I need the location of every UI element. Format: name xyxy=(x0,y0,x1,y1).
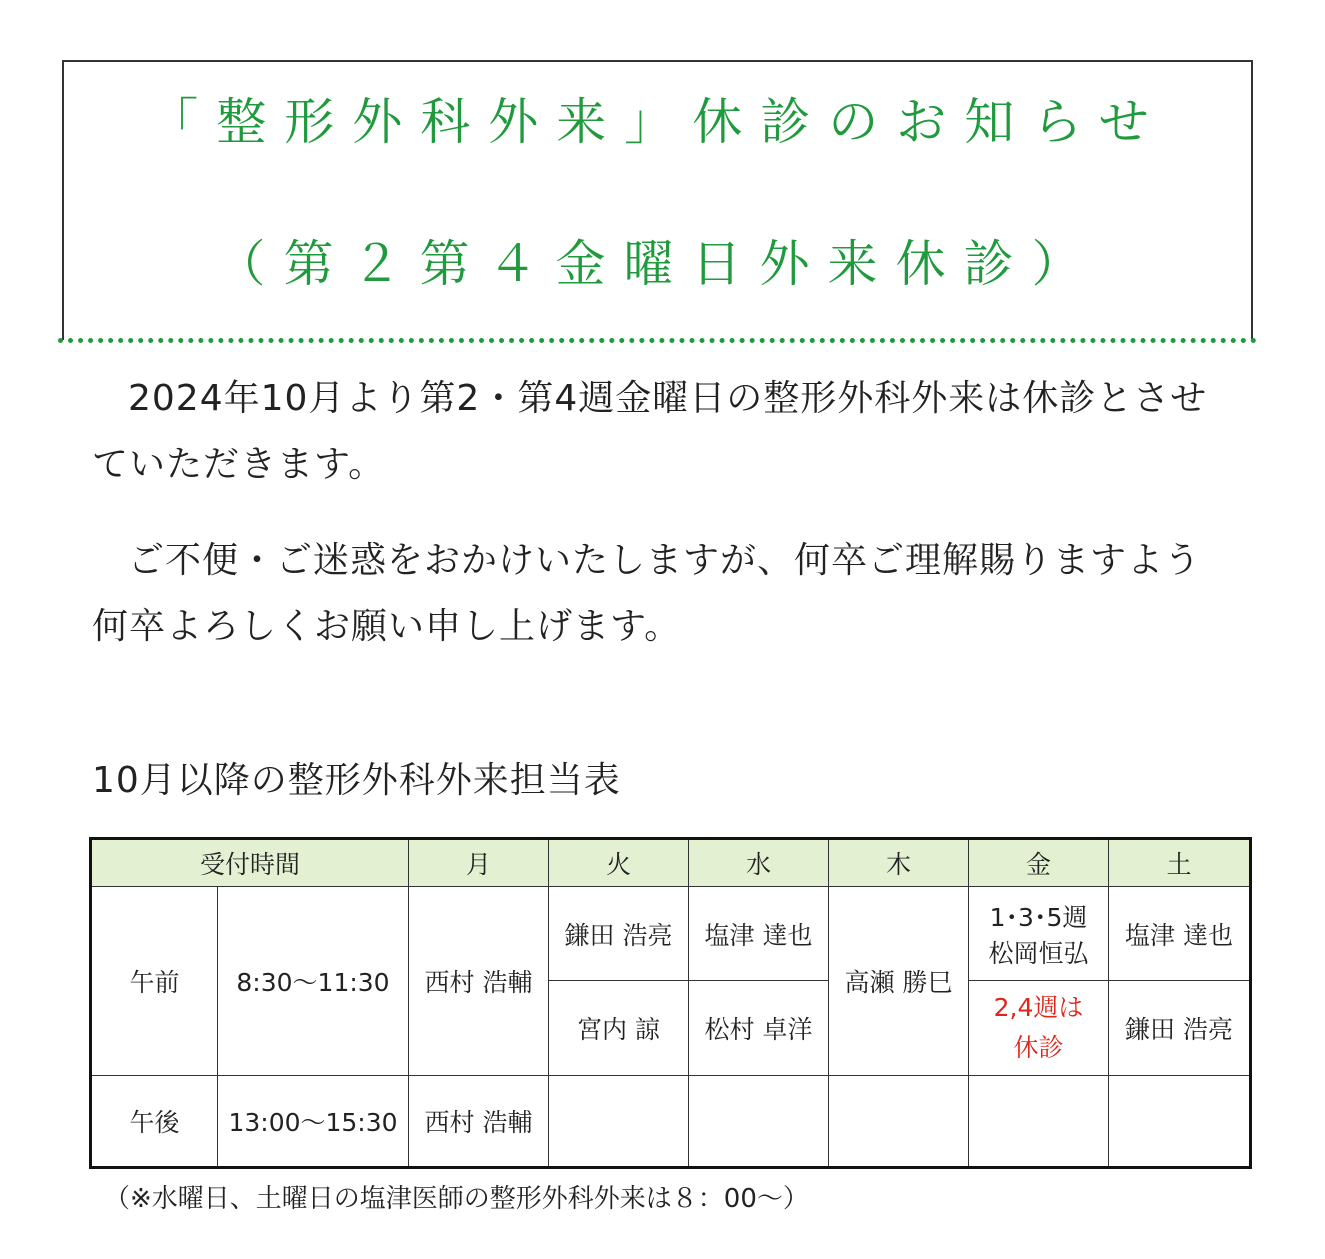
table-row xyxy=(91,887,1251,981)
morning-mon: 西村 浩輔 xyxy=(409,887,549,1076)
header-fri: 金 xyxy=(969,839,1109,887)
header-tue: 火 xyxy=(549,839,689,887)
afternoon-wed xyxy=(689,1075,829,1167)
announcement-paragraph: 2024年10月より第2・第4週金曜日の整形外科外来は休診とさせていただきます。 xyxy=(92,378,1208,485)
morning-sat-1: 塩津 達也 xyxy=(1109,887,1251,981)
header-wed: 水 xyxy=(689,839,829,887)
morning-tue-2: 宮内 諒 xyxy=(549,981,689,1075)
afternoon-sat xyxy=(1109,1075,1251,1167)
schedule-note: （※水曜日、土曜日の塩津医師の整形外科外来は８：00～） xyxy=(104,1184,809,1214)
afternoon-fri xyxy=(969,1075,1109,1167)
schedule-title: 10月以降の整形外科外来担当表 xyxy=(92,760,621,801)
fri-doctor: 松岡恒弘 xyxy=(988,938,1089,968)
morning-thu: 高瀬 勝巳 xyxy=(829,887,969,1076)
afternoon-tue xyxy=(549,1075,689,1167)
fri-weeks: 1･3･5週 xyxy=(989,902,1088,932)
morning-label: 午前 xyxy=(91,887,218,1076)
morning-fri-top xyxy=(969,887,1109,981)
apology-paragraph: ご不便・ご迷惑をおかけいたしますが、何卒ご理解賜りますよう何卒よろしくお願い申し上げます。 xyxy=(92,540,1202,647)
notice-subtitle: （第２第４金曜日外来休診） xyxy=(215,235,1100,293)
morning-tue-1: 鎌田 浩亮 xyxy=(549,887,689,981)
afternoon-mon: 西村 浩輔 xyxy=(409,1075,549,1167)
table-row xyxy=(91,1075,1251,1167)
header-row xyxy=(91,839,1251,887)
header-reception: 受付時間 xyxy=(91,839,409,887)
morning-wed-2: 松村 卓洋 xyxy=(689,981,829,1075)
title-box xyxy=(62,60,1253,340)
morning-fri-closed xyxy=(969,981,1109,1075)
afternoon-label: 午後 xyxy=(91,1075,218,1167)
morning-wed-1: 塩津 達也 xyxy=(689,887,829,981)
header-sat: 土 xyxy=(1109,839,1251,887)
header-mon: 月 xyxy=(409,839,549,887)
fri-closed-line2: 休診 xyxy=(1013,1032,1064,1062)
fri-closed-line1: 2,4週は xyxy=(993,992,1084,1022)
afternoon-time: 13:00～15:30 xyxy=(218,1075,409,1167)
dotted-divider xyxy=(58,338,1257,343)
morning-sat-2: 鎌田 浩亮 xyxy=(1109,981,1251,1075)
schedule-table xyxy=(89,837,1252,1169)
morning-time: 8:30～11:30 xyxy=(218,887,409,1076)
afternoon-thu xyxy=(829,1075,969,1167)
notice-title: 「整形外科外来」休診のお知らせ xyxy=(148,93,1167,151)
header-thu: 木 xyxy=(829,839,969,887)
